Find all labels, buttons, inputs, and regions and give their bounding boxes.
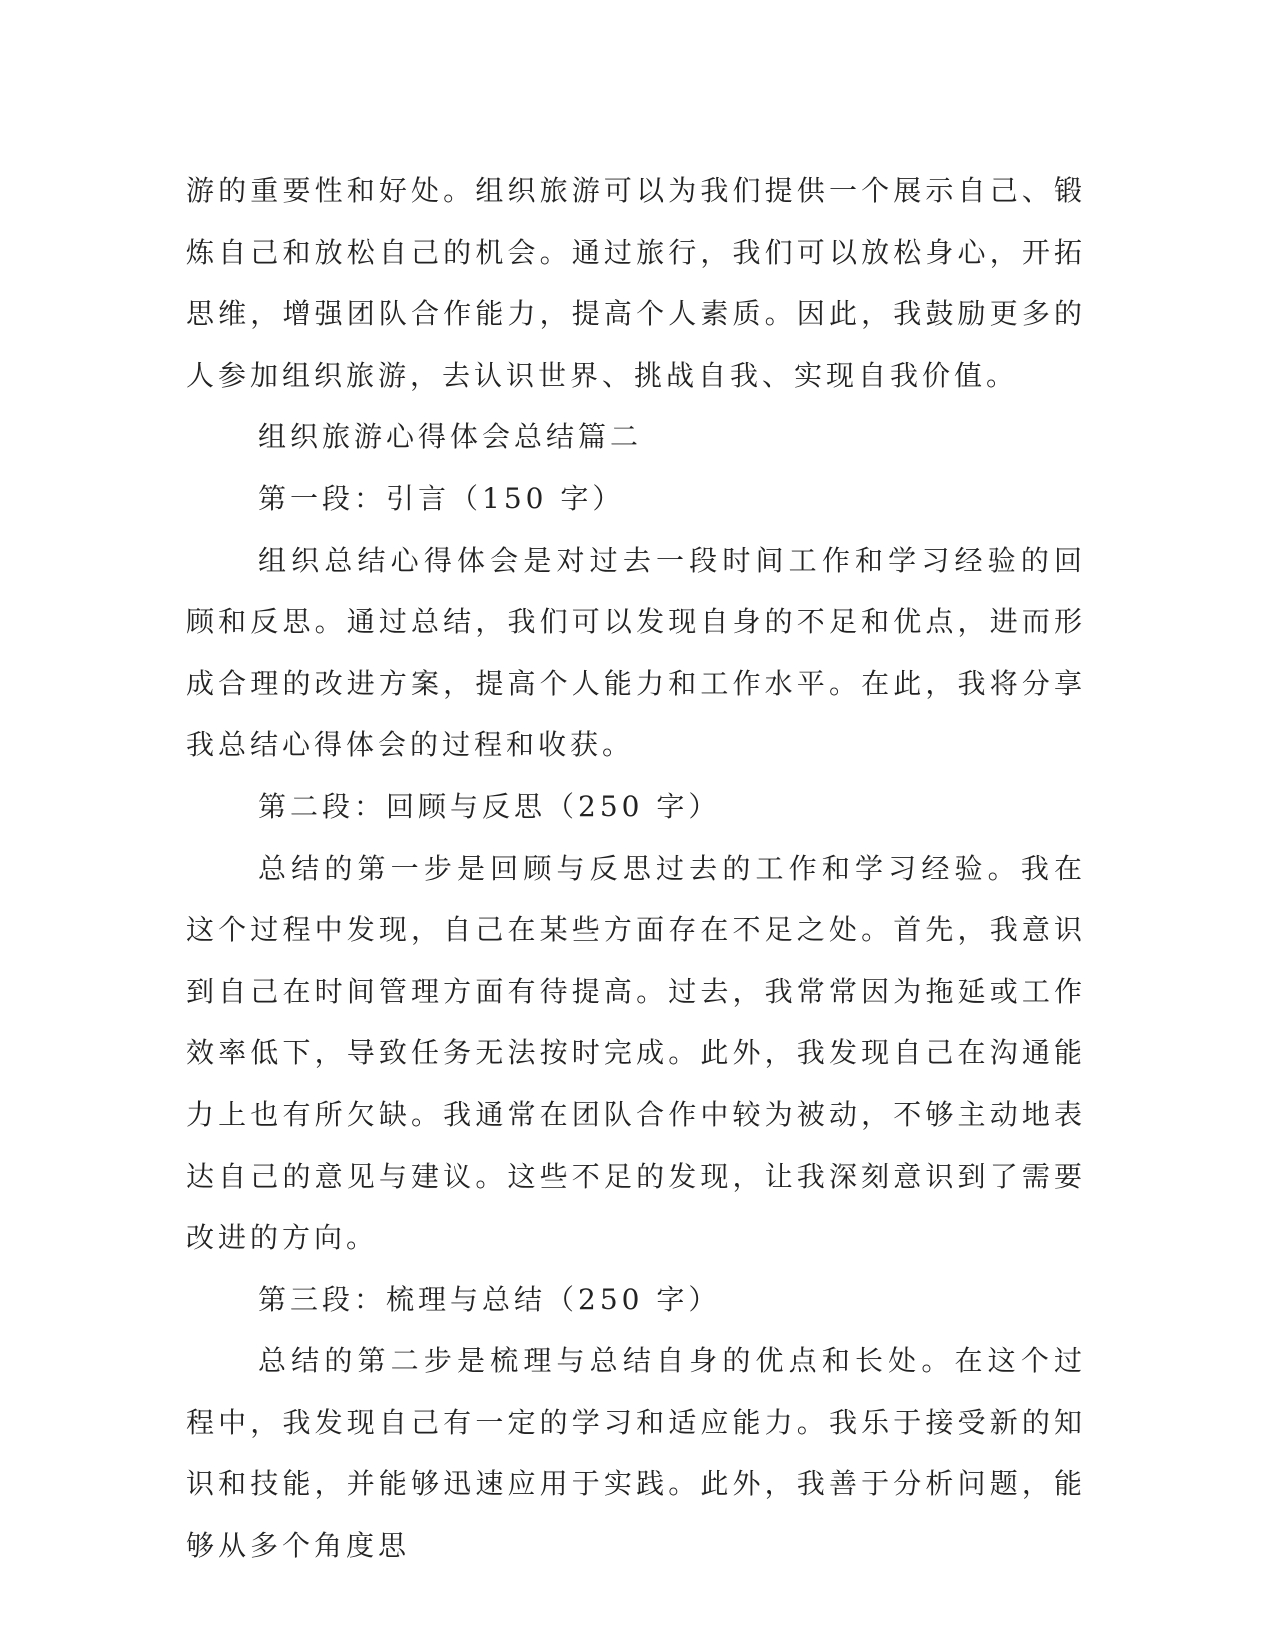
section-heading-3: 第三段：梳理与总结（250 字） <box>258 1282 721 1316</box>
section-title-part-two: 组织旅游心得体会总结篇二 <box>258 420 643 454</box>
document-body <box>186 160 1086 1577</box>
section-heading-2: 第二段：回顾与反思（250 字） <box>258 789 721 823</box>
paragraph-intro-continued: 游的重要性和好处。组织旅游可以为我们提供一个展示自己、锻炼自己和放松自己的机会。通过旅行，我们可以放松身心，开拓思维，增强团队合作能力，提高个人素质。因此，我鼓励更多的人参加组织旅游，去认识世界、挑战自我、实现自我价值。 <box>186 174 1086 392</box>
section-heading-1: 第一段：引言（150 字） <box>258 481 625 515</box>
paragraph-section-3: 总结的第二步是梳理与总结自身的优点和长处。在这个过程中，我发现自己有一定的学习和适应能力。我乐于接受新的知识和技能，并能够迅速应用于实践。此外，我善于分析问题，能够从多个角度思 <box>186 1344 1086 1563</box>
paragraph-section-1: 组织总结心得体会是对过去一段时间工作和学习经验的回顾和反思。通过总结，我们可以发现自身的不足和优点，进而形成合理的改进方案，提高个人能力和工作水平。在此，我将分享我总结心得体会的过程和收获。 <box>186 543 1086 762</box>
paragraph-section-2: 总结的第一步是回顾与反思过去的工作和学习经验。我在这个过程中发现，自己在某些方面存在不足之处。首先，我意识到自己在时间管理方面有待提高。过去，我常常因为拖延或工作效率低下，导致任务无法按时完成。此外，我发现自己在沟通能力上也有所欠缺。我通常在团队合作中较为被动，不够主动地表达自己的意见与建议。这些不足的发现，让我深刻意识到了需要改进的方向。 <box>186 851 1086 1255</box>
